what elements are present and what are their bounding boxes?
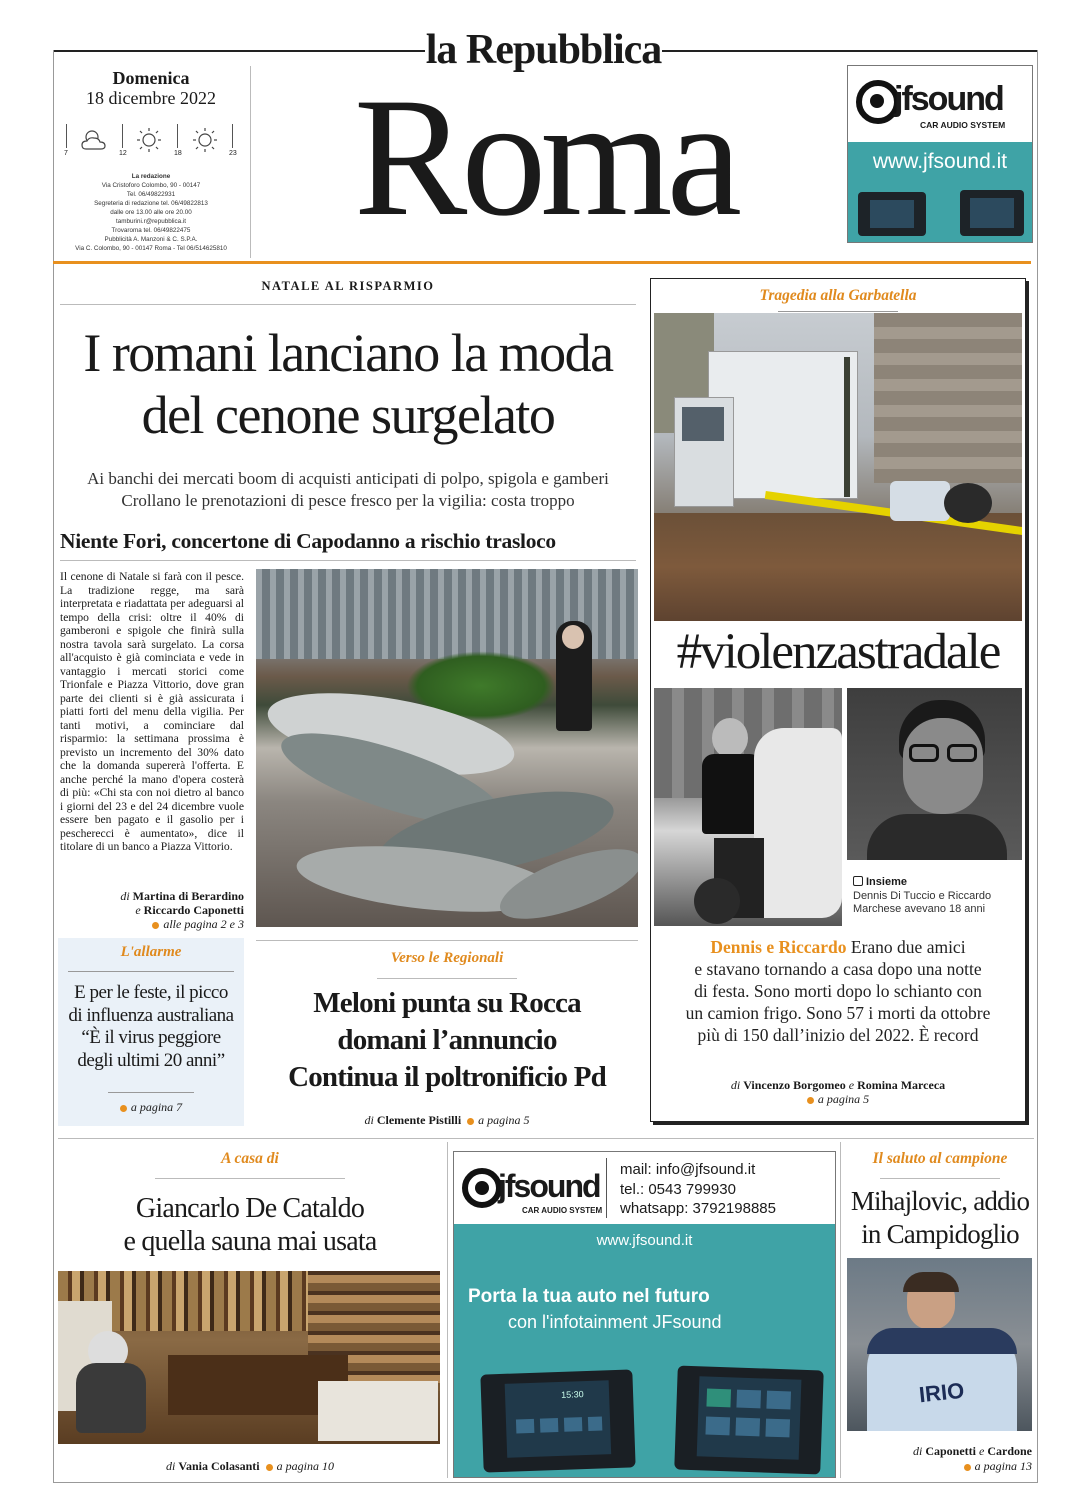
author-name[interactable]: Romina Marceca [857, 1078, 946, 1092]
allarme-box[interactable] [58, 938, 244, 1126]
caption-line: Marchese avevano 18 anni [853, 903, 986, 915]
bottom-divider-2 [840, 1142, 841, 1478]
weather-strip [64, 124, 244, 160]
edition-title: Roma [353, 63, 737, 251]
ad-tel[interactable]: tel.: 0543 799930 [620, 1180, 736, 1198]
mihajlovic-line: in Campidoglio [861, 1219, 1019, 1249]
lead-subhead-line: Ai banchi dei mercati boom di acquisti anticipati di polpo, spigola e gamberi [87, 469, 609, 488]
acasadi-byline [58, 1459, 442, 1474]
lead-byline [60, 889, 244, 931]
acasadi-kicker: A casa di [221, 1150, 279, 1167]
byline-di: di [364, 1113, 374, 1127]
allarme-text [58, 982, 244, 1072]
allarme-line: di influenza australiana [68, 1004, 234, 1026]
garbatella-line: più di 150 dall’inizio del 2022. È record [697, 1025, 979, 1045]
allarme-line: degli ultimi 20 anni” [77, 1049, 225, 1071]
byline-e: e [979, 1444, 985, 1458]
mid-ad-slogan-1: Porta la tua auto nel futuro [468, 1286, 710, 1307]
mihajlovic-rule [880, 1178, 1000, 1179]
partly-cloudy-icon [78, 127, 114, 153]
mid-ad-tagline: CAR AUDIO SYSTEM [522, 1206, 603, 1215]
secondary-rule [60, 560, 636, 561]
temp-18: 18 [174, 150, 182, 157]
bullet-dot [152, 922, 159, 929]
ad-mail[interactable]: mail: info@jfsound.it [620, 1161, 756, 1178]
page-ref[interactable]: a pagina 10 [276, 1459, 334, 1473]
datebox-divider [250, 66, 251, 258]
temp-12: 12 [119, 150, 127, 157]
acasadi-headline[interactable] [58, 1192, 442, 1258]
bullet-dot [120, 1105, 127, 1112]
lead-kicker: NATALE AL RISPARMIO [261, 279, 435, 293]
kicker-rule [60, 304, 636, 305]
caption-line: Dennis Di Tuccio e Riccardo [853, 890, 992, 902]
orange-divider [53, 261, 1031, 264]
byline-di: di [120, 889, 130, 903]
garbatella-line: e stavano tornando a casa dopo una notte [694, 959, 982, 979]
page-frame-right [1037, 50, 1038, 1482]
regionali-line: domani l’annuncio [337, 1024, 557, 1056]
acasadi-line: e quella sauna mai usata [123, 1226, 377, 1257]
allarme-ref [58, 1100, 244, 1115]
byline-di: di [730, 1078, 741, 1092]
mid-ad-brand: jfsound [498, 1168, 600, 1204]
caption-text [853, 890, 1023, 916]
date-day: Domenica [112, 68, 190, 88]
ad-url[interactable]: www.jfsound.it [872, 150, 1008, 173]
fish-market-photo [256, 569, 638, 927]
bullet-dot [266, 1464, 273, 1471]
sun-icon-2 [190, 127, 220, 153]
author-name[interactable]: Vincenzo Borgomeo [743, 1078, 846, 1092]
author-name[interactable]: Martina di Berardino [132, 889, 244, 903]
camera-icon [853, 876, 863, 886]
top-ad[interactable] [847, 65, 1033, 243]
garbatella-byline [650, 1078, 1026, 1106]
allarme-kicker: L'allarme [120, 944, 182, 960]
photo-caption [847, 860, 1022, 926]
byline-e: e [848, 1078, 855, 1092]
mid-ad-contacts [620, 1160, 776, 1219]
garbatella-hashtag[interactable]: #violenzastradale [676, 624, 1000, 680]
mihajlovic-headline[interactable] [842, 1185, 1038, 1251]
masthead-rule-right [662, 50, 1038, 52]
redazione-line: Trovaroma tel. 06/49822475 [111, 227, 191, 234]
photo-rule [256, 940, 638, 941]
date-full: 18 dicembre 2022 [86, 88, 216, 108]
mihajlovic-line: Mihajlovic, addio [850, 1186, 1030, 1216]
ad-head-unit-2 [674, 1365, 824, 1474]
acasadi-rule [155, 1178, 345, 1179]
victim-photo-dennis [654, 688, 842, 926]
redazione-line: Tel. 06/49822931 [126, 191, 176, 198]
redazione-line: Segreteria di redazione tel. 06/49822813 [94, 200, 208, 207]
garbatella-text [652, 936, 1024, 1046]
temp-7: 7 [64, 150, 68, 157]
ad-device-2 [960, 190, 1024, 236]
mihajlovic-kicker: Il saluto al campione [872, 1150, 1008, 1167]
regionali-headline[interactable] [250, 985, 644, 1096]
bullet-dot [807, 1097, 814, 1104]
redazione-line: dalle ore 13.00 alle ore 20.00 [110, 209, 192, 216]
mid-ad-url[interactable]: www.jfsound.it [596, 1232, 693, 1249]
byline-e: e [135, 903, 141, 917]
regionali-kicker: Verso le Regionali [390, 950, 504, 966]
page-ref[interactable]: a pagina 7 [130, 1100, 183, 1114]
redazione-line: Via Cristoforo Colombo, 90 - 00147 [101, 182, 201, 189]
ad-whatsapp[interactable]: whatsapp: 3792198885 [620, 1200, 776, 1217]
lead-subhead [55, 468, 641, 512]
author-name[interactable]: Riccardo Caponetti [143, 903, 244, 917]
lead-subhead-line: Crollano le prenotazioni di pesce fresco per la vigilia: costa troppo [121, 491, 575, 510]
regionali-rule [377, 978, 517, 979]
allarme-line: E per le feste, il picco [74, 982, 228, 1003]
page-ref[interactable]: a pagina 5 [817, 1092, 870, 1106]
mihajlovic-photo [847, 1258, 1032, 1431]
ad-device-1 [858, 192, 926, 236]
redazione-block [58, 172, 244, 253]
lead-headline-line: del cenone surgelato [141, 385, 555, 445]
ad-head-unit-1 [480, 1369, 635, 1472]
acasadi-line: Giancarlo De Cataldo [135, 1193, 365, 1224]
victim-photo-riccardo [847, 688, 1022, 860]
page-bottom-rule [53, 1482, 1038, 1483]
sun-icon [134, 127, 164, 153]
mid-ad-slogan-2: con l'infotainment JFsound [508, 1312, 722, 1332]
jersey-sponsor: IRIO [917, 1377, 966, 1408]
bottom-row-rule [58, 1138, 1034, 1139]
page-ref[interactable]: a pagina 5 [478, 1113, 530, 1127]
regionali-line: Meloni punta su Rocca [313, 987, 581, 1019]
author-name[interactable]: Clemente Pistilli [376, 1113, 462, 1127]
secondary-headline[interactable]: Niente Fori, concertone di Capodanno a rischio trasloco [60, 529, 556, 553]
de-cataldo-photo [58, 1271, 440, 1444]
byline-di: di [166, 1459, 176, 1473]
caption-title [853, 876, 907, 888]
page-ref[interactable]: a pagina 13 [974, 1459, 1032, 1473]
ad-brand: jfsound [894, 80, 1003, 118]
redazione-line: Pubblicità A. Manzoni & C. S.P.A. [104, 236, 198, 243]
lead-headline[interactable] [50, 322, 646, 446]
byline-di: di [912, 1444, 923, 1458]
lead-headline-line: I romani lanciano la moda [83, 323, 613, 383]
bottom-divider-1 [447, 1142, 448, 1478]
newspaper-name: la Repubblica [425, 27, 662, 73]
page-frame-left [53, 50, 54, 1482]
temp-23: 23 [229, 150, 237, 157]
page-ref[interactable]: alle pagina 2 e 3 [163, 917, 244, 931]
lead-body: Il cenone di Natale si farà con il pesce. La tradizione regge, ma sarà interpretata e riadattata per adeguarsi al tempo della crisi: oltre il 40% di gamberoni e spigole che finirà sulla nostra tavola sarà surgelato. La corsa all'acquisto è già cominciata e vede in vantaggio i mercati storici come Trionfale e Piazza Vittorio, dove gran parte dei clienti si è già assicurata i piatti forti del menu della vigilia. Per tanti motivi, a cominciare dal risparmio: la settimana prossima è previsto un incremento del 30% dato che la domanda supererà l'offerta. E anche perché la mano d'opera costerà di più: «Chi sta con noi dietro al banco i giorni del 23 e del 24 dicembre vuole essere ben pagato e il gasolio per i pescherecci è aumentato», dice il titolare di un banco a Piazza Vittorio. [60, 570, 244, 853]
allarme-line: “È il virus peggiore [81, 1027, 221, 1048]
caption-title-text: Insieme [866, 876, 907, 888]
regionali-line: Continua il poltronificio Pd [288, 1061, 606, 1093]
bullet-dot [467, 1118, 474, 1125]
bullet-dot [964, 1464, 971, 1471]
mid-ad[interactable] [453, 1151, 836, 1478]
screen-clock: 15:30 [560, 1389, 584, 1400]
garbatella-kicker: Tragedia alla Garbatella [759, 287, 917, 304]
garbatella-lead-names: Dennis e Riccardo [710, 937, 847, 957]
redazione-title: La redazione [131, 173, 171, 180]
garbatella-line: un camion frigo. Sono 57 i morti da ottobre [685, 1003, 991, 1023]
garbatella-line: Erano due amici [850, 937, 966, 957]
ad-tagline: CAR AUDIO SYSTEM [920, 120, 1006, 130]
author-name[interactable]: Vania Colasanti [178, 1459, 260, 1473]
truck-crash-photo [654, 313, 1022, 621]
redazione-line: tamburini.r@repubblica.it [115, 218, 187, 225]
garbatella-line: di festa. Sono morti dopo lo schianto con [694, 981, 982, 1001]
masthead-rule-left [53, 50, 425, 52]
redazione-line: Via C. Colombo, 90 - 00147 Roma - Tel 06/514625810 [75, 245, 227, 252]
author-name[interactable]: Caponetti [925, 1444, 976, 1458]
author-name[interactable]: Cardone [987, 1444, 1032, 1458]
regionali-byline [256, 1113, 638, 1128]
mihajlovic-byline [842, 1444, 1032, 1474]
garbatella-kicker-rule [778, 311, 898, 312]
